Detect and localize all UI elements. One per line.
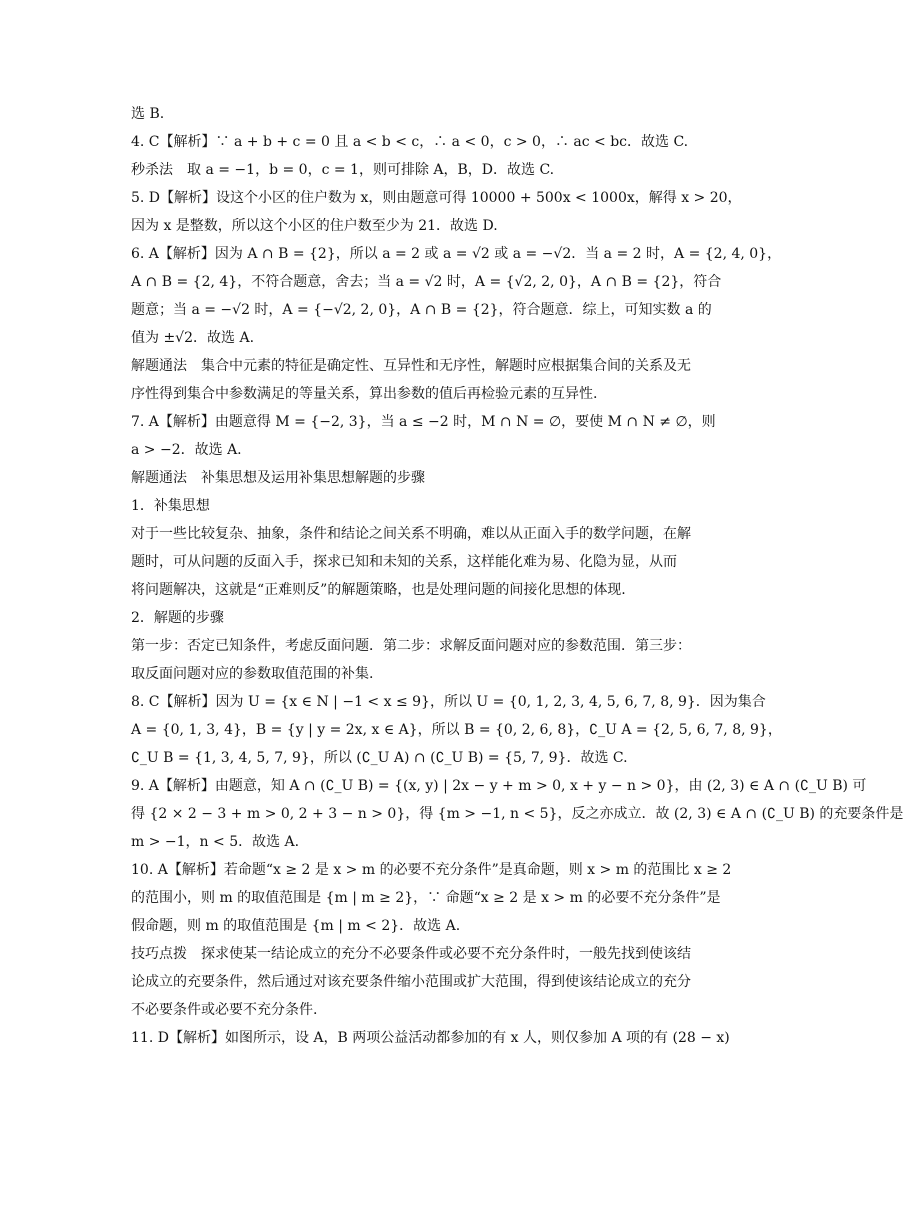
text-line: 对于一些比较复杂、抽象，条件和结论之间关系不明确，难以从正面入手的数学问题，在解: [131, 526, 691, 542]
text-line: 8. C【解析】因为 U = {x ∈ N | −1 < x ≤ 9}，所以 U = {0, 1, 2, 3, 4, 5, 6, 7, 8, 9}．因为集合: [131, 694, 766, 710]
text-line: a > −2．故选 A.: [131, 442, 242, 458]
text-line: 10. A【解析】若命题“x ≥ 2 是 x > m 的必要不充分条件”是真命题，则 x > m 的范围比 x ≥ 2: [131, 862, 732, 878]
text-line: 4. C【解析】∵ a + b + c = 0 且 a < b < c，∴ a < 0，c > 0，∴ ac < bc．故选 C.: [131, 134, 689, 150]
text-line: 7. A【解析】由题意得 M = {−2, 3}，当 a ≤ −2 时，M ∩ N = ∅，要使 M ∩ N ≠ ∅，则: [131, 414, 716, 430]
text-line: 9. A【解析】由题意，知 A ∩ (∁_U B) = {(x, y) | 2x − y + m > 0, x + y − n > 0}，由 (2, 3) ∈ A ∩ (∁_U B) 可: [131, 778, 867, 794]
text-line: 技巧点拨 探求使某一结论成立的充分不必要条件或必要不充分条件时，一般先找到使该结: [131, 946, 691, 962]
text-line: 6. A【解析】因为 A ∩ B = {2}，所以 a = 2 或 a = √2 或 a = −√2．当 a = 2 时，A = {2, 4, 0}，: [131, 246, 782, 262]
text-line: 秒杀法 取 a = −1，b = 0，c = 1，则可排除 A，B，D．故选 C.: [131, 162, 555, 178]
text-line: 选 B.: [131, 106, 165, 122]
text-line: 值为 ±√2．故选 A.: [131, 330, 255, 346]
document-page: [131, 100, 903, 1052]
text-line: 11. D【解析】如图所示，设 A，B 两项公益活动都参加的有 x 人，则仅参加 A 项的有 (28 − x): [131, 1030, 730, 1046]
text-line: 题时，可从问题的反面入手，探求已知和未知的关系，这样能化难为易、化隐为显，从而: [131, 554, 677, 570]
text-line: A ∩ B = {2, 4}，不符合题意，舍去；当 a = √2 时，A = {√2, 2, 0}，A ∩ B = {2}，符合: [131, 274, 722, 290]
text-line: 第一步：否定已知条件，考虑反面问题．第二步：求解反面问题对应的参数范围．第三步：: [131, 638, 691, 654]
text-line: m > −1，n < 5．故选 A.: [131, 834, 300, 850]
text-line: 题意；当 a = −√2 时，A = {−√2, 2, 0}，A ∩ B = {2}，符合题意．综上，可知实数 a 的: [131, 302, 712, 318]
text-line: A = {0, 1, 3, 4}，B = {y | y = 2x, x ∈ A}，所以 B = {0, 2, 6, 8}，∁_U A = {2, 5, 6, 7, 8, 9}，: [131, 722, 782, 738]
text-line: 序性得到集合中参数满足的等量关系，算出参数的值后再检验元素的互异性.: [131, 386, 598, 402]
text-line: 解题通法 集合中元素的特征是确定性、互异性和无序性，解题时应根据集合间的关系及无: [131, 358, 691, 374]
text-line: 解题通法 补集思想及运用补集思想解题的步骤: [131, 470, 425, 486]
text-line: 将问题解决，这就是“正难则反”的解题策略，也是处理问题的间接化思想的体现.: [131, 582, 626, 598]
text-line: 1．补集思想: [131, 498, 210, 514]
text-line: 论成立的充要条件，然后通过对该充要条件缩小范围或扩大范围，得到使该结论成立的充分: [131, 974, 691, 990]
text-line: 的范围小，则 m 的取值范围是 {m | m ≥ 2}，∵ 命题“x ≥ 2 是 x > m 的必要不充分条件”是: [131, 890, 721, 906]
text-line: ∁_U B = {1, 3, 4, 5, 7, 9}，所以 (∁_U A) ∩ (∁_U B) = {5, 7, 9}．故选 C.: [131, 750, 628, 766]
text-line: 5. D【解析】设这个小区的住户数为 x，则由题意可得 10000 + 500x < 1000x，解得 x > 20，: [131, 190, 742, 206]
text-line: 因为 x 是整数，所以这个小区的住户数至少为 21．故选 D.: [131, 218, 498, 234]
text-line: 2．解题的步骤: [131, 610, 224, 626]
text-line: 取反面问题对应的参数取值范围的补集.: [131, 666, 374, 682]
text-line: 得 {2 × 2 − 3 + m > 0, 2 + 3 − n > 0}，得 {m > −1, n < 5}，反之亦成立．故 (2, 3) ∈ A ∩ (∁_U B) 的充要条件是: [131, 806, 903, 822]
text-line: 假命题，则 m 的取值范围是 {m | m < 2}．故选 A.: [131, 918, 461, 934]
text-line: 不必要条件或必要不充分条件.: [131, 1002, 318, 1018]
